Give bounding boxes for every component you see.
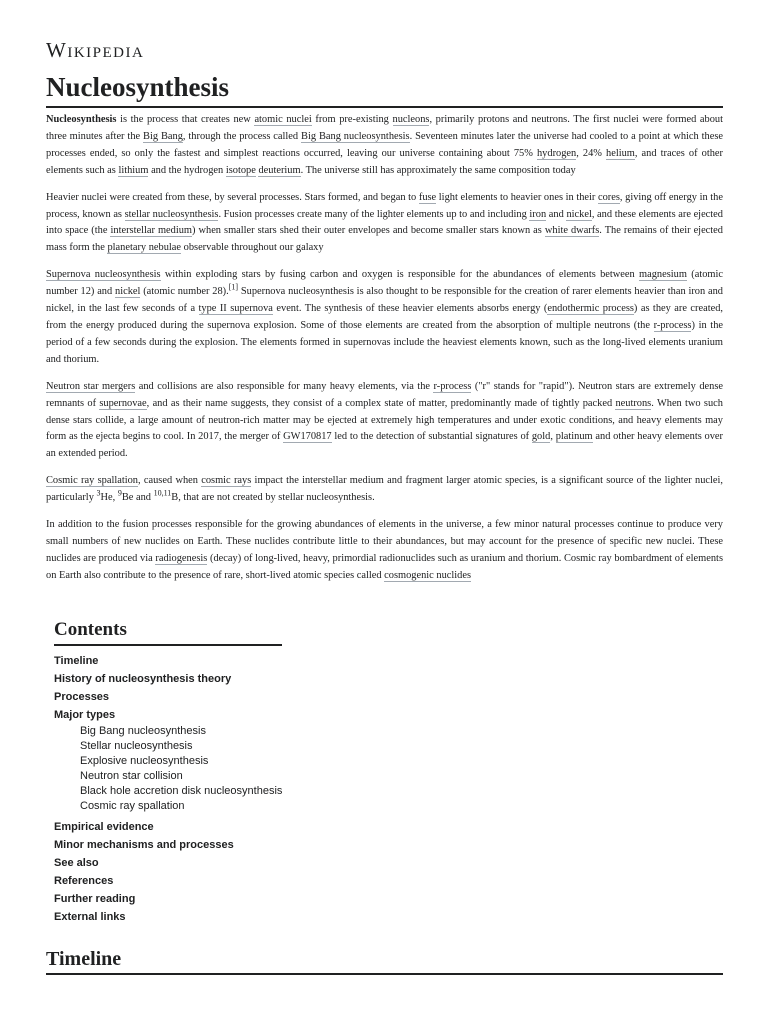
link-radiogenesis[interactable]: radiogenesis [155,552,208,564]
link-r-process[interactable]: r-process [653,319,692,331]
paragraph-heavier-nuclei [46,190,723,258]
text: , giving off energy in the process, known as [46,191,723,220]
toc-item-see-also[interactable]: See also [54,857,99,869]
link-stellar-nucleosynthesis[interactable]: stellar nucleosynthesis [124,208,219,220]
superscript-be: 9 [117,488,122,498]
link-supernova-nucleosynthesis[interactable]: Supernova nucleosynthesis [46,269,161,281]
superscript-b: 10,11 [153,488,172,498]
text: , 24% [576,147,607,159]
text: impact the interstellar medium and fragment larger atomic species, is a significant source of the lighter nuclei, particularly [46,475,723,504]
text: . When two such dense stars collide, a large amount of neutron-rich matter may be ejected at extremely high temperatures and under exotic conditions, and heavy elements may form as the ejecta begins to cool. In 2017, the merger of [46,397,723,443]
toc-subitem-stellar[interactable]: Stellar nucleosynthesis [80,740,193,752]
link-planetary-nebulae[interactable]: planetary nebulae [107,242,182,254]
link-neutrons[interactable]: neutrons [615,397,652,409]
text: and collisions are also responsible for many heavy elements, via the [135,380,434,392]
text: Be and [121,492,154,504]
link-iron[interactable]: iron [529,208,547,220]
link-cosmic-rays[interactable]: cosmic rays [201,475,252,487]
toc-item-references[interactable]: References [54,875,114,887]
paragraph-intro [46,112,723,180]
link-cores[interactable]: cores [597,191,620,203]
superscript-he: 3 [96,488,101,498]
paragraph-cosmic-ray-spallation [46,473,723,507]
toc-item-history[interactable]: History of nucleosynthesis theory [54,673,232,685]
text: observable throughout our galaxy [181,242,324,254]
text: within exploding stars by fusing carbon and oxygen is responsible for the abundances of elements between [160,269,640,281]
text: , and traces of other elements such as [46,147,723,176]
link-type-ii-supernova[interactable]: type II supernova [198,303,273,315]
text: Supernova nucleosynthesis is also thought to be responsible for the creation of rarer elements heavier than iron and nickel, in the last few seconds of a [46,286,723,315]
text: B, that are not created by stellar nucleosynthesis. [171,492,375,504]
text: , through the process called [182,130,302,142]
text: . Fusion processes create many of the lighter elements up to and including [218,208,530,220]
text: . Seventeen minutes later the universe had cooled to a point at which these processes ended, so only the fastest and simplest reactions occurred, leaving our universe containing about 75% [46,130,723,159]
link-fuse[interactable]: fuse [418,191,437,203]
text: led to the detection of substantial signatures of [331,431,532,443]
page-title: Nucleosynthesis [46,70,723,108]
paragraph-neutron-star-mergers [46,379,723,464]
link-cosmic-ray-spallation[interactable]: Cosmic ray spallation [46,475,138,487]
text: (decay) of long-lived, heavy, primordial radionuclides such as uranium and thorium. Cosmic ray bombardment of elements on Earth also contribute to the presence of rare, short-lived atomic species called [46,552,723,581]
table-of-contents [54,618,304,926]
text: from pre-existing [311,114,393,125]
text: is the process that creates new [116,114,255,125]
text: event. The synthesis of these heavier elements absorbs energy ( [272,303,548,315]
toc-item-external-links[interactable]: External links [54,911,126,923]
text: , primarily protons and neutrons. The first nuclei were formed about three minutes after the [46,114,724,142]
toc-subitem-cosmic-ray[interactable]: Cosmic ray spallation [80,800,185,812]
bold-term: Nucleosynthesis [46,114,117,125]
toc-item-major-types[interactable]: Major types [54,709,116,721]
text: (atomic number 28). [140,286,229,298]
link-endothermic-process[interactable]: endothermic process [547,303,634,315]
toc-item-empirical-evidence[interactable]: Empirical evidence [54,821,154,833]
text: , caused when [138,475,202,487]
text: ("r" stands for "rapid"). Neutron stars are extremely dense remnants of [46,380,723,409]
link-white-dwarfs[interactable]: white dwarfs [544,225,600,237]
toc-subitem-black-hole[interactable]: Black hole accretion disk nucleosynthesis [80,785,283,797]
toc-item-minor-mechanisms[interactable]: Minor mechanisms and processes [54,839,234,851]
paragraph-supernova [46,267,723,368]
wikipedia-wordmark[interactable]: Wikipedia [46,38,145,62]
link-atomic-nuclei[interactable]: atomic nuclei [254,114,312,125]
text: Heavier nuclei were created from these, by several processes. Stars formed, and began to [46,191,419,203]
link-lithium[interactable]: lithium [118,164,149,176]
text: ) when smaller stars shed their outer envelopes and become smaller stars known as [192,225,545,237]
link-interstellar-medium[interactable]: interstellar medium [110,225,192,237]
toc-item-further-reading[interactable]: Further reading [54,893,136,905]
toc-subitem-big-bang[interactable]: Big Bang nucleosynthesis [80,725,206,737]
link-big-bang-nucleosynthesis[interactable]: Big Bang nucleosynthesis [301,130,410,142]
link-nickel[interactable]: nickel [566,208,592,220]
toc-subitem-explosive[interactable]: Explosive nucleosynthesis [80,755,209,767]
link-magnesium[interactable]: magnesium [639,269,687,281]
text: light elements to heavier ones in their [436,191,598,203]
link-gold[interactable]: gold [531,431,551,443]
link-platinum[interactable]: platinum [555,431,593,443]
text: . The universe still has approximately the same composition today [300,164,576,176]
link-deuterium[interactable]: deuterium [258,164,301,176]
link-cosmogenic-nuclides[interactable]: cosmogenic nuclides [384,569,472,581]
text: and other heavy elements over an extended period. [46,431,723,460]
link-nucleons[interactable]: nucleons [392,114,430,125]
link-r-process[interactable]: r-process [433,380,472,392]
text: . The remains of their ejected mass form the [46,225,723,254]
link-supernovae[interactable]: supernovae [99,397,147,409]
text: ) in the period of a few seconds during the explosion. The elements formed in supernovas include the heaviest elements known, such as the long-lived elements uranium and thorium. [46,319,723,365]
link-gw170817[interactable]: GW170817 [283,431,332,443]
section-heading-timeline: Timeline [46,946,723,975]
toc-item-timeline[interactable]: Timeline [54,655,99,667]
text: ) as they are created, from the energy produced during the supernova explosion. Some of those elements are created from the absorption of multiple neutrons (the [46,303,723,331]
text: , and as their name suggests, they consist of a complex state of matter, predominantly made of tightly packed [146,397,616,409]
text: In addition to the fusion processes responsible for the growing abundances of elements in the universe, a few minor natural processes continue to produce very small numbers of new nuclides on Earth. These nuclides contribute little to their abundances, but may account for the presence of specific new nuclei. These nuclides are produced via [46,519,723,564]
reference-1[interactable]: [1] [228,282,239,292]
toc-title: Contents [54,618,282,646]
link-helium[interactable]: helium [606,147,635,159]
toc-item-processes[interactable]: Processes [54,691,110,703]
paragraph-minor-processes [46,517,723,585]
link-neutron-star-mergers[interactable]: Neutron star mergers [46,380,136,392]
text: He, [100,492,118,504]
link-big-bang[interactable]: Big Bang [143,130,183,142]
link-nickel[interactable]: nickel [115,286,141,298]
link-hydrogen[interactable]: hydrogen [536,147,577,159]
toc-subitem-neutron-star[interactable]: Neutron star collision [80,770,183,782]
text: (atomic number 12) and [46,269,723,298]
text: , and these elements are ejected into space (the [46,208,723,237]
link-isotope[interactable]: isotope [225,164,256,176]
text: and [546,208,567,220]
text: and the hydrogen [148,164,226,176]
text: , [550,431,556,443]
article-body [46,112,723,595]
